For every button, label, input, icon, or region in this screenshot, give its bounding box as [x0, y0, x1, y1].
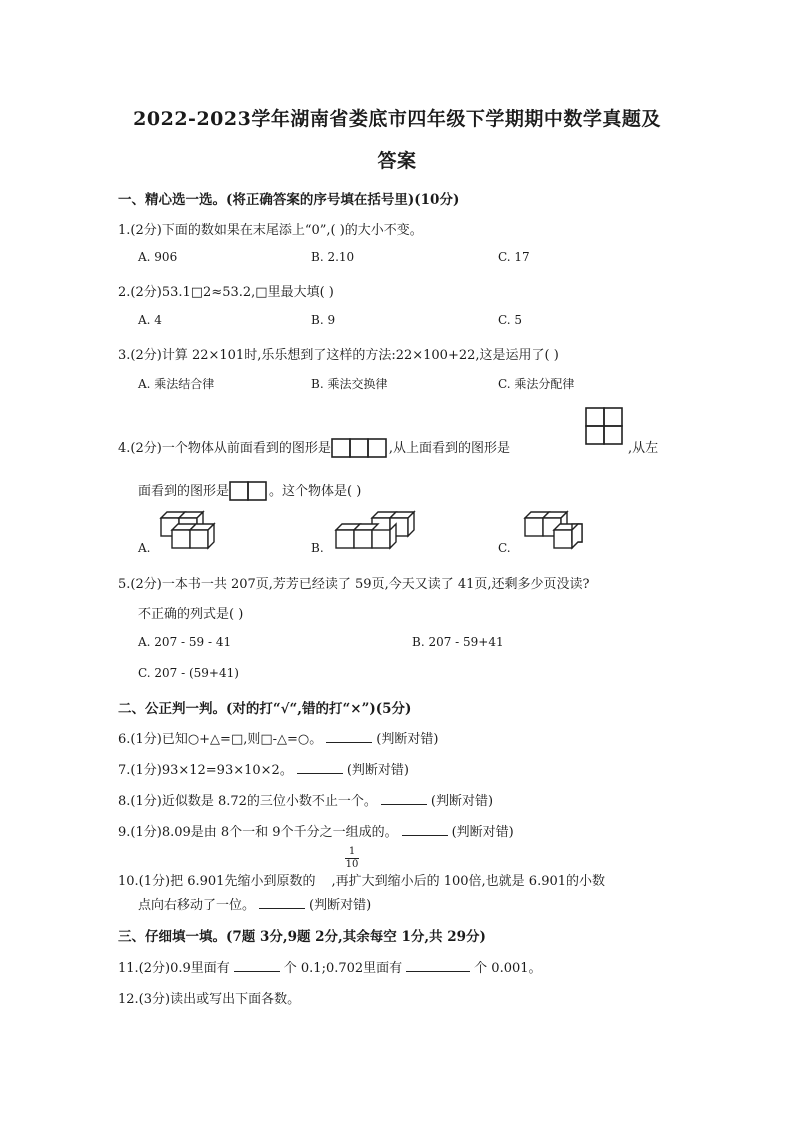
- q4-text-part2: ,从上面看到的图形是: [388, 441, 510, 456]
- q8-answer-blank[interactable]: [381, 792, 427, 805]
- q9-text: 9.(1分)8.09是由 8个一和 9个千分之一组成的。: [118, 825, 398, 840]
- q11-part1: 11.(2分)0.9里面有: [118, 961, 230, 976]
- q4-text-part1: 4.(2分)一个物体从前面看到的图形是: [118, 441, 331, 456]
- q4-option-b: B.: [311, 541, 324, 555]
- question-5: 5.(2分)一本书一共 207页,芳芳已经读了 59页,今天又读了 41页,还剩多少页没读?: [118, 577, 590, 592]
- question-1: 1.(2分)下面的数如果在末尾添上“0”,( )的大小不变。: [118, 223, 423, 238]
- q1-option-c: C. 17: [498, 250, 530, 264]
- exam-title-line1: 2022-2023学年湖南省娄底市四年级下学期期中数学真题及: [133, 108, 661, 130]
- q4-option-c-cubes-figure: [522, 510, 588, 554]
- section-2-heading: 二、公正判一判。(对的打“√“,错的打“×”)(5分): [118, 701, 412, 717]
- q3-option-a: A. 乘法结合律: [138, 377, 215, 391]
- q1-option-b: B. 2.10: [311, 250, 355, 264]
- q9-answer-blank[interactable]: [402, 823, 448, 836]
- q10-text: 10.(1分)把 6.901先缩小到原数的: [118, 874, 316, 889]
- left-view-figure: [229, 481, 269, 503]
- question-5-line2: 不正确的列式是( ): [138, 607, 244, 622]
- section-1-heading: 一、精心选一选。(将正确答案的序号填在括号里)(10分): [118, 192, 460, 208]
- q6-answer-blank[interactable]: [326, 730, 372, 743]
- q10-fraction: [345, 846, 359, 871]
- question-4-line1: [118, 437, 510, 460]
- q4-text-part4: 面看到的图形是: [138, 484, 230, 499]
- top-view-figure: [572, 406, 632, 448]
- question-12: 12.(3分)读出或写出下面各数。: [118, 992, 301, 1007]
- q8-tail: (判断对错): [430, 794, 494, 809]
- q6-tail: (判断对错): [376, 732, 439, 747]
- q10-fraction-numerator: 1: [345, 846, 359, 859]
- q2-option-b: B. 9: [311, 313, 336, 327]
- question-4-line2: [138, 480, 361, 503]
- q3-option-b: B. 乘法交换律: [311, 377, 388, 391]
- q10-text-b: ,再扩大到缩小后的 100倍,也就是 6.901的小数: [331, 874, 606, 889]
- question-6: [118, 728, 438, 747]
- question-10-line1: [118, 870, 605, 889]
- q4-option-a: A.: [138, 541, 151, 555]
- question-2: 2.(2分)53.1□2≈53.2,□里最大填( ): [118, 285, 334, 300]
- q4-option-b-cubes-figure: [334, 510, 414, 554]
- q1-option-a: A. 906: [138, 250, 178, 264]
- q4-text-part5: 。这个物体是( ): [269, 484, 362, 499]
- question-9: [118, 821, 514, 840]
- q11-answer-blank-2[interactable]: [406, 959, 470, 972]
- q7-tail: (判断对错): [346, 763, 409, 778]
- q4-text-part3: ,从左: [628, 441, 659, 456]
- front-view-figure: [331, 438, 389, 460]
- question-11: [118, 957, 542, 976]
- q4-option-c: C.: [498, 541, 511, 555]
- q5-option-a: A. 207 - 59 - 41: [138, 635, 232, 649]
- q10-answer-blank[interactable]: [259, 896, 305, 909]
- q3-option-c: C. 乘法分配律: [498, 377, 575, 391]
- q2-option-c: C. 5: [498, 313, 523, 327]
- question-10-line2: [138, 894, 371, 913]
- q10-tail: (判断对错): [309, 898, 372, 913]
- q8-text: 8.(1分)近似数是 8.72的三位小数不止一个。: [118, 794, 377, 809]
- exam-title-line2: 答案: [377, 150, 417, 172]
- q5-option-c: C. 207 - (59+41): [138, 666, 239, 680]
- q10-fraction-denominator: 10: [345, 859, 359, 870]
- section-3-heading: 三、仔细填一填。(7题 3分,9题 2分,其余每空 1分,共 29分): [118, 929, 486, 945]
- q4-option-a-cubes-figure: [158, 510, 224, 554]
- q6-text: 6.(1分)已知○+△=□,则□-△=○。: [118, 732, 323, 747]
- question-7: [118, 759, 409, 778]
- question-3: 3.(2分)计算 22×101时,乐乐想到了这样的方法:22×100+22,这是运用了( ): [118, 348, 559, 363]
- q2-option-a: A. 4: [138, 313, 162, 327]
- q7-text: 7.(1分)93×12=93×10×2。: [118, 763, 293, 778]
- q7-answer-blank[interactable]: [297, 761, 343, 774]
- q9-tail: (判断对错): [451, 825, 514, 840]
- q11-part3: 个 0.001。: [474, 961, 542, 976]
- q11-part2: 个 0.1;0.702里面有: [283, 961, 403, 976]
- q11-answer-blank-1[interactable]: [234, 959, 280, 972]
- q10-text2: 点向右移动了一位。: [138, 898, 256, 913]
- q5-option-b: B. 207 - 59+41: [412, 635, 504, 649]
- question-8: [118, 790, 493, 809]
